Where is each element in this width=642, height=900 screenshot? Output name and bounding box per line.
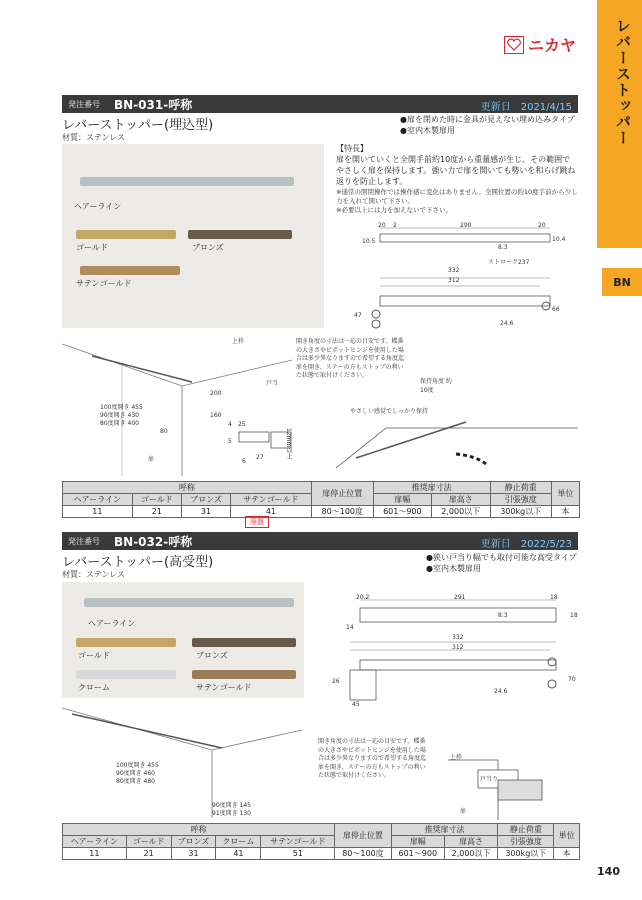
finish-label: クローム bbox=[78, 683, 110, 692]
finish-label: ゴールド bbox=[76, 243, 108, 252]
order-label: 発注番号 bbox=[68, 100, 100, 109]
operation-illustration bbox=[336, 388, 578, 476]
table-cell: 80～100度 bbox=[311, 506, 373, 518]
install-label: 80 bbox=[160, 428, 168, 435]
install-label: 91度開き 130 bbox=[212, 810, 251, 817]
install-label: 200 bbox=[210, 390, 222, 397]
table-cell: 41 bbox=[216, 848, 261, 860]
table-cell: 2,000以下 bbox=[431, 506, 490, 518]
table-cell: 300kg以下 bbox=[490, 506, 551, 518]
dim-label: 20 bbox=[378, 222, 386, 229]
update-date: 更新日 2021/4/15 bbox=[480, 102, 572, 113]
install-label: 100度開き 455 bbox=[100, 404, 143, 411]
finish-label: サテンゴールド bbox=[196, 683, 252, 692]
order-number: BN-032-呼称 bbox=[114, 535, 193, 549]
install-label: 上枠 bbox=[450, 754, 463, 761]
install-label: 戸当 bbox=[266, 380, 279, 387]
table-header: 扉停止位置 bbox=[311, 482, 373, 506]
table-header: 扉幅 bbox=[391, 836, 444, 848]
install-label: 扉 bbox=[148, 456, 155, 463]
table-header: ヘアーライン bbox=[63, 494, 133, 506]
table-cell: 11 bbox=[63, 848, 127, 860]
spec-table-2 bbox=[62, 823, 580, 860]
angle-note: 開き角度の寸法は一応の目安です。蝶番の大きさやピボットヒンジを使用した場合は多少異なりますので希望する角度迄扉を開き、ステーの方もストップの利いた状態で取付けください。 bbox=[318, 738, 427, 779]
table-header: 扉高さ bbox=[444, 836, 498, 848]
table-cell: 601～900 bbox=[373, 506, 431, 518]
table-header: 引張強度 bbox=[498, 836, 554, 848]
product-photo bbox=[62, 582, 304, 698]
dimension-drawing-2 bbox=[330, 590, 580, 720]
dim-label: 45 bbox=[352, 701, 360, 708]
page-number: 140 bbox=[597, 865, 620, 878]
dim-label: 24.6 bbox=[494, 688, 508, 695]
table-header: サテンゴールド bbox=[261, 836, 335, 848]
spec-table-1 bbox=[62, 481, 580, 518]
table-header: 単位 bbox=[554, 824, 580, 848]
install-label: 6 bbox=[242, 458, 246, 465]
install-label: 90度開き 460 bbox=[116, 770, 155, 777]
update-date: 更新日 2022/5/23 bbox=[480, 539, 572, 550]
table-cell: 21 bbox=[132, 506, 181, 518]
install-label: 90度開き 430 bbox=[100, 412, 139, 419]
bullet-1: ●扉を閉めた時に金具が見えない埋め込みタイプ bbox=[400, 115, 575, 124]
install-label: 25 bbox=[238, 421, 246, 428]
table-cell: 2,000以下 bbox=[444, 848, 498, 860]
table-cell: 本 bbox=[551, 506, 579, 518]
product-photo bbox=[62, 144, 324, 328]
product-header-1 bbox=[62, 95, 578, 113]
logo bbox=[504, 33, 576, 56]
dim-label: 66 bbox=[552, 306, 560, 313]
dimension-drawing-1 bbox=[350, 220, 580, 340]
table-header: クローム bbox=[216, 836, 261, 848]
table-header: ブロンズ bbox=[171, 836, 216, 848]
material: 材質：ステンレス bbox=[62, 133, 125, 142]
note-1: ※通常の開閉操作では操作感に変化はありません。全開位置の約10度手前から少し力を入れて開いて下さい。 bbox=[336, 188, 578, 205]
product-title: レバーストッパー(高受型) bbox=[62, 555, 214, 570]
table-header: 扉停止位置 bbox=[335, 824, 392, 848]
feature-body: 扉を開いていくと全開手前約10度から重量感が生じ、その範囲でやさしく扉を保持します。強い力で扉を開いても勢いを和らげ跳ね返りを防止します。 bbox=[336, 155, 576, 186]
table-header: 呼称 bbox=[63, 482, 312, 494]
gentle-note: やさしい感覚でしっかり保持 bbox=[350, 408, 429, 415]
table-cell: 31 bbox=[181, 506, 230, 518]
gold-bar bbox=[76, 638, 176, 647]
hairline-bar bbox=[84, 598, 294, 607]
dim-label: 70 bbox=[568, 676, 576, 683]
discontinued-stamp: 廃盤 bbox=[245, 516, 269, 528]
finish-label: サテンゴールド bbox=[76, 279, 132, 288]
install-diagram-2 bbox=[62, 700, 302, 818]
gold-bar bbox=[76, 230, 176, 239]
dim-label: 47 bbox=[354, 312, 362, 319]
order-label: 発注番号 bbox=[68, 537, 100, 546]
install-label: 27 bbox=[256, 454, 264, 461]
table-cell: 21 bbox=[126, 848, 171, 860]
dim-label: 8.3 bbox=[498, 612, 508, 619]
install-label: 80度開き 400 bbox=[100, 420, 139, 427]
install-label: 上枠 bbox=[232, 338, 245, 345]
finish-label: ゴールド bbox=[78, 651, 110, 660]
dim-label: 332 bbox=[448, 267, 460, 274]
table-cell: 80～100度 bbox=[335, 848, 392, 860]
table-cell: 11 bbox=[63, 506, 133, 518]
table-header: 単位 bbox=[551, 482, 579, 506]
bronze-bar bbox=[188, 230, 292, 239]
satin-gold-bar bbox=[192, 670, 296, 679]
material: 材質：ステンレス bbox=[62, 570, 125, 579]
dim-label: 10.5 bbox=[362, 238, 376, 245]
table-cell: 51 bbox=[261, 848, 335, 860]
dim-label: 290 bbox=[460, 222, 472, 229]
table-header: ゴールド bbox=[132, 494, 181, 506]
table-cell: 601～900 bbox=[391, 848, 444, 860]
dim-label: 291 bbox=[454, 594, 466, 601]
finish-label: ブロンズ bbox=[192, 243, 224, 252]
dim-label: 10.4 bbox=[552, 236, 566, 243]
install-label: 100度開き 455 bbox=[116, 762, 159, 769]
note-2: ※必要以上には力を加えないで下さい。 bbox=[336, 206, 452, 214]
dim-label: 8.3 bbox=[498, 244, 508, 251]
hairline-bar bbox=[80, 177, 294, 186]
product-header-2 bbox=[62, 532, 578, 550]
install-label: 12mm以上 bbox=[285, 428, 292, 460]
table-header: 引張強度 bbox=[490, 494, 551, 506]
side-tab bbox=[597, 0, 642, 248]
finish-label: ヘアーライン bbox=[74, 202, 122, 211]
dim-label: 20.2 bbox=[356, 594, 370, 601]
table-header: サテンゴールド bbox=[231, 494, 312, 506]
install-label: 160 bbox=[210, 412, 222, 419]
dim-label: 20 bbox=[538, 222, 546, 229]
dim-label: 26 bbox=[332, 678, 340, 685]
install-label: 扉 bbox=[460, 808, 467, 815]
table-header: 推奨扉寸法 bbox=[391, 824, 498, 836]
install-label: 90度開き 145 bbox=[212, 802, 251, 809]
table-header: 呼称 bbox=[63, 824, 335, 836]
hold-note: 保持角度 約10度 bbox=[420, 378, 452, 394]
bullet-1: ●狭い戸当り幅でも取付可能な高受タイプ bbox=[426, 553, 577, 562]
angle-note: 開き角度の寸法は一応の目安です。蝶番の大きさやピボットヒンジを使用した場合は多少異なりますので希望する角度迄扉を開き、ステーの方もストップの利いた状態で取付けください。 bbox=[296, 338, 405, 379]
satin-gold-bar bbox=[80, 266, 180, 275]
dim-label: 312 bbox=[448, 277, 460, 284]
table-header: 扉高さ bbox=[431, 494, 490, 506]
install-label: 80度開き 480 bbox=[116, 778, 155, 785]
dim-label: ストローク237 bbox=[488, 259, 530, 266]
table-cell: 本 bbox=[554, 848, 580, 860]
install-label: 5 bbox=[228, 438, 232, 445]
chrome-bar bbox=[76, 670, 176, 679]
dim-label: 312 bbox=[452, 644, 464, 651]
table-cell: 41 bbox=[231, 506, 312, 518]
table-header: 扉幅 bbox=[373, 494, 431, 506]
product-title: レバーストッパー(埋込型) bbox=[62, 118, 214, 133]
table-header: ブロンズ bbox=[181, 494, 230, 506]
table-cell: 300kg以下 bbox=[498, 848, 554, 860]
table-header: 推奨扉寸法 bbox=[373, 482, 490, 494]
dim-label: 14 bbox=[346, 624, 354, 631]
install-label: 4 bbox=[228, 421, 232, 428]
logo-text: ニカヤ bbox=[528, 36, 577, 55]
side-tab-label: レバーストッパー bbox=[614, 18, 632, 146]
install-label: 戸当り bbox=[480, 776, 499, 783]
order-number: BN-031-呼称 bbox=[114, 98, 193, 112]
finish-label: ブロンズ bbox=[196, 651, 228, 660]
dim-label: 24.6 bbox=[500, 320, 514, 327]
table-header: 静止荷重 bbox=[490, 482, 551, 494]
table-cell: 31 bbox=[171, 848, 216, 860]
bullet-2: ●室内木製扉用 bbox=[426, 564, 481, 573]
dim-label: 18 bbox=[550, 594, 558, 601]
bn-tab: BN bbox=[602, 268, 642, 296]
table-header: ゴールド bbox=[126, 836, 171, 848]
dim-label: 18 bbox=[570, 612, 578, 619]
table-header: 静止荷重 bbox=[498, 824, 554, 836]
feature-head: 【特長】 bbox=[336, 144, 368, 153]
heart-logo-icon bbox=[504, 36, 524, 54]
table-header: ヘアーライン bbox=[63, 836, 127, 848]
finish-label: ヘアーライン bbox=[88, 619, 136, 628]
bronze-bar bbox=[192, 638, 296, 647]
bullet-2: ●室内木製扉用 bbox=[400, 126, 455, 135]
dim-label: 2 bbox=[393, 222, 397, 229]
dim-label: 332 bbox=[452, 634, 464, 641]
